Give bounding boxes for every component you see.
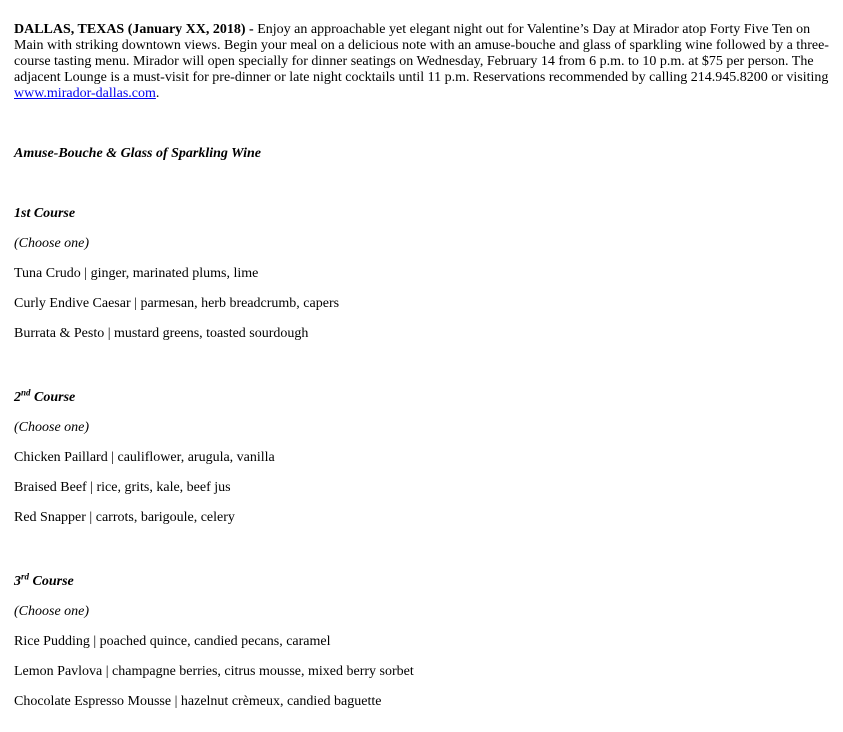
intro-end: . [155, 86, 160, 101]
course-3-item: Rice Pudding | poached quince, candied pecans, caramel [14, 634, 331, 649]
intro-paragraph [14, 22, 836, 102]
dateline: DALLAS, TEXAS (January XX, 2018) - [14, 22, 254, 37]
course-2-number: 2 [14, 390, 21, 405]
course-1-item: Curly Endive Caesar | parmesan, herb breadcrumb, capers [14, 296, 340, 311]
course-3-item: Lemon Pavlova | champagne berries, citrus mousse, mixed berry sorbet [14, 664, 414, 679]
amuse-bouche-heading: Amuse-Bouche & Glass of Sparkling Wine [14, 146, 261, 161]
course-1-heading: 1st Course [14, 206, 76, 221]
course-1-item: Burrata & Pesto | mustard greens, toasted sourdough [14, 326, 309, 341]
course-2-item: Red Snapper | carrots, barigoule, celery [14, 510, 235, 525]
course-3-choose-note: (Choose one) [14, 604, 90, 619]
course-2-item: Chicken Paillard | cauliflower, arugula, vanilla [14, 450, 275, 465]
course-3-ordinal-suffix: rd [21, 571, 30, 582]
mirador-website-link[interactable]: www.mirador-dallas.com [14, 86, 156, 101]
course-2-word: Course [30, 390, 76, 405]
course-3-item: Chocolate Espresso Mousse | hazelnut crèmeux, candied baguette [14, 694, 382, 709]
course-2-ordinal-suffix: nd [21, 387, 31, 398]
course-2-item: Braised Beef | rice, grits, kale, beef jus [14, 480, 231, 495]
course-2-heading [14, 387, 76, 406]
course-3-word: Course [29, 574, 74, 589]
intro-body: Enjoy an approachable yet elegant night out for Valentine’s Day at Mirador atop Forty Five Ten on Main with striking downtown views. Begin your meal on a delicious note with an amuse-bouche and glass of sparkling wine followed by a three-course tasting menu. Mirador will open specially for dinner seatings on Wednesday, February 14 from 6 p.m. to 10 p.m. at $75 per person. The adjacent Lounge is a must-visit for pre-dinner or late night cocktails until 11 p.m. Reservations recommended by calling 214.945.8200 or visiting [14, 22, 829, 85]
course-1-choose-note: (Choose one) [14, 236, 90, 251]
course-2-choose-note: (Choose one) [14, 420, 90, 435]
course-3-heading [14, 571, 74, 590]
course-3-number: 3 [14, 574, 21, 589]
course-1-item: Tuna Crudo | ginger, marinated plums, lime [14, 266, 259, 281]
